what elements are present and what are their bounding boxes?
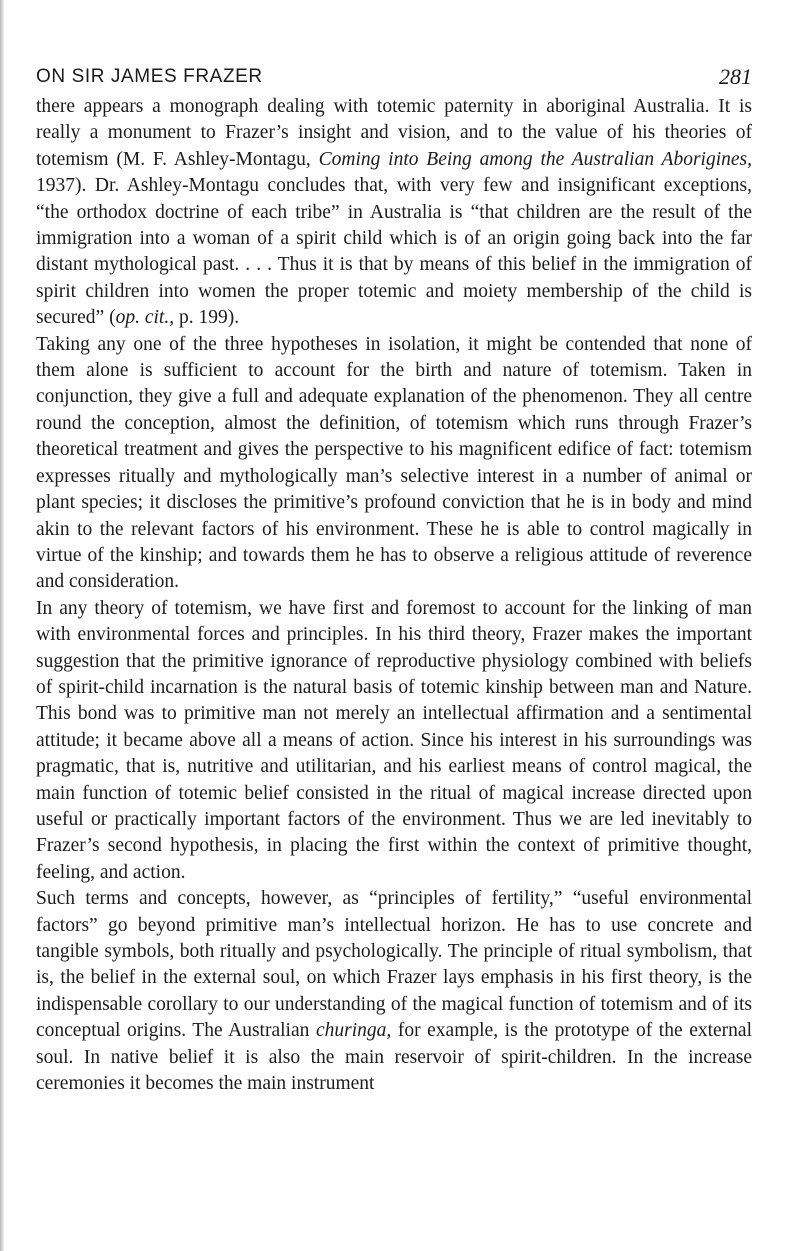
text-run: there appears a monograph dealing with totemic paternity in aboriginal Australia. It is really a monument to Frazer’s insight and vision, and to the value of his theories of totemism (M. F. Ashley-Montagu, xyxy=(36,96,752,170)
body-text xyxy=(36,94,752,1097)
paragraph xyxy=(36,332,752,596)
italic-text: op. cit., xyxy=(115,307,175,329)
paragraph xyxy=(36,596,752,886)
running-title: ON SIR JAMES FRAZER xyxy=(36,66,263,87)
text-run: for example, is the prototype of the external soul. In native belief it is also the main reservoir of spirit-children. In the increase ceremonies it becomes the main instrument xyxy=(36,1020,752,1095)
page-edge-shadow xyxy=(0,0,4,1251)
italic-text: churinga, xyxy=(315,1020,392,1042)
paragraph xyxy=(36,94,752,332)
text-run: p. 199). xyxy=(174,307,240,329)
page-number: 281 xyxy=(719,64,752,89)
italic-text: Coming into Being among the Australian Aborigines, xyxy=(318,148,752,170)
paragraph xyxy=(36,886,752,1097)
text-run: Taking any one of the three hypotheses in isolation, it might be contended that none of them alone is sufficient to account for the birth and nature of totemism. Taken in conjunction, they give a full and adequate explanation of the phenomenon. They all centre round the conception, almost the definition, of totemism which runs through Frazer’s theoretical treatment and gives the perspective to his magnificent edifice of fact: totemism expresses ritually and mythologically man’s selective interest in a number of animal or plant species; it discloses the primitive’s profound conviction that he is in body and mind akin to the relevant factors of his environment. These he is able to control magically in virtue of the kinship; and towards them he has to observe a religious attitude of reverence and consideration. xyxy=(36,333,752,593)
running-head xyxy=(36,64,752,92)
book-page xyxy=(36,64,752,1097)
text-run: Such terms and concepts, however, as “principles of fertility,” “useful environmental factors” go beyond primitive man’s intellectual horizon. He has to use concrete and tangible symbols, both ritually and psychologically. The principle of ritual symbolism, that is, the belief in the external soul, on which Frazer lays emphasis in his first theory, is the indispensable corollary to our understanding of the magical function of totemism and of its conceptual origins. The Australian xyxy=(36,888,752,1042)
text-run: In any theory of totemism, we have first and foremost to account for the linking of man with environmental forces and principles. In his third theory, Frazer makes the important suggestion that the primitive ignorance of reproductive physiology combined with beliefs of spirit-child incarnation is the natural basis of totemic kinship between man and Nature. This bond was to primitive man not merely an intellectual affirmation and a sentimental attitude; it became above all a means of action. Since his interest in his surroundings was pragmatic, that is, nutritive and utilitarian, and his earliest means of control magical, the main function of totemic belief consisted in the ritual of magical increase directed upon useful or practically important factors of the environment. Thus we are led inevitably to Frazer’s second hypothesis, in placing the first within the context of primitive thought, feeling, and action. xyxy=(36,597,752,883)
text-run: 1937). Dr. Ashley-Montagu concludes that, with very few and insignificant exceptions, “the orthodox doctrine of each tribe” in Australia is “that children are the result of the immigration into a woman of a spirit child which is of an origin going back into the far distant mythological past. . . . Thus it is that by means of this belief in the immigration of spirit children into women the proper totemic and moiety membership of the child is secured” ( xyxy=(36,175,752,329)
